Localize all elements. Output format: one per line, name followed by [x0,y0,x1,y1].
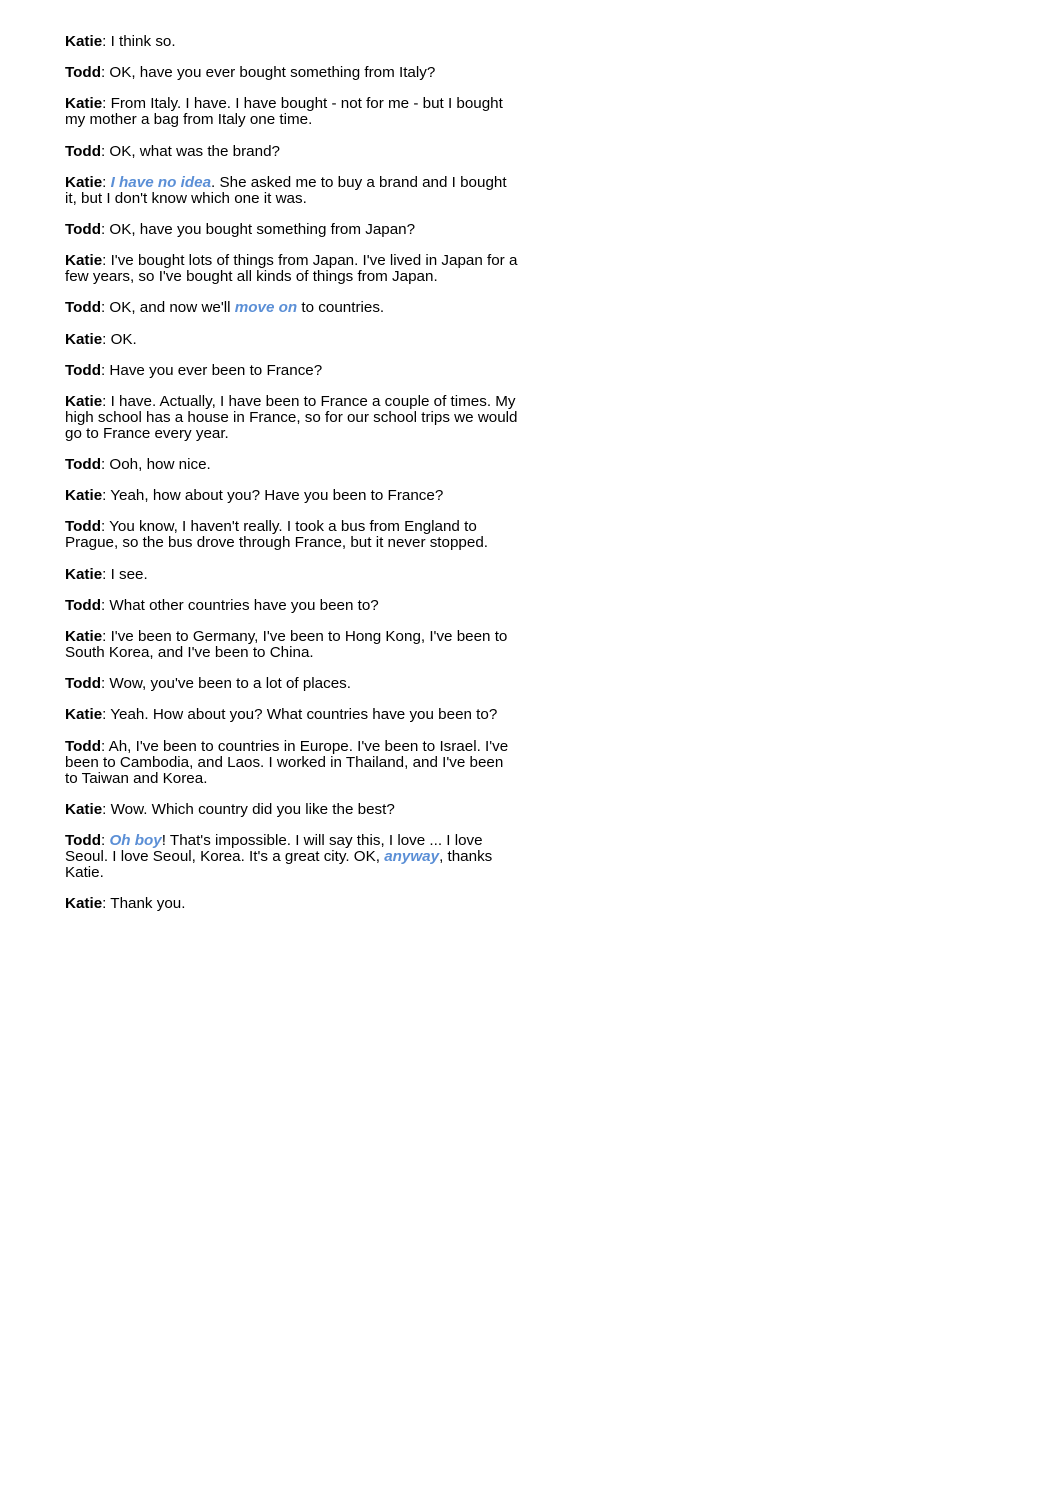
speaker-name: Todd [65,675,101,693]
dialogue-text: : Thank you. [102,895,186,913]
dialogue-line [65,629,520,661]
speaker-name: Katie [65,95,103,113]
dialogue-text: : OK, and now we'll [100,299,235,317]
speaker-name: Todd [65,518,101,536]
speaker-name: Todd [65,596,101,614]
dialogue-line [65,739,520,787]
dialogue-text: : [100,831,110,849]
speaker-name: Katie [65,487,103,505]
speaker-name: Katie [65,565,103,583]
dialogue-line [65,65,520,81]
dialogue-text: : Wow, you've been to a lot of places. [100,675,351,693]
speaker-name: Todd [65,456,101,474]
dialogue-line [65,332,520,348]
dialogue-text: : OK. [102,330,137,348]
dialogue-text: : [102,173,111,191]
dialogue-line [65,833,520,881]
dialogue-line [65,34,520,50]
speaker-name: Katie [65,706,103,724]
speaker-name: Todd [65,220,101,238]
dialogue-line [65,144,520,160]
dialogue-text: : I see. [102,565,148,583]
dialogue-line [65,96,520,128]
dialogue-line [65,394,520,442]
dialogue-line [65,457,520,473]
speaker-name: Todd [65,299,101,317]
dialogue-text: : OK, have you bought something from Japan? [100,220,416,238]
dialogue-line [65,222,520,238]
dialogue-text: : Ooh, how nice. [100,456,211,474]
speaker-name: Katie [65,330,103,348]
dialogue-text: to countries. [297,299,385,317]
dialogue-line [65,802,520,818]
dialogue-line [65,363,520,379]
dialogue-text: ! That's impossible. I will say this, I love ... I love Seoul. I love Seoul, Korea. It's a great city. OK, [65,831,483,865]
dialogue-line [65,598,520,614]
dialogue-text: : I have. Actually, I have been to France a couple of times. My high school has a house in France, so for our school trips we would go to France every year. [65,392,518,442]
dialogue-text: : OK, what was the brand? [100,142,280,160]
dialogue-line [65,488,520,504]
dialogue-text: : Have you ever been to France? [100,361,323,379]
dialogue-line [65,676,520,692]
dialogue-line [65,519,520,551]
speaker-name: Katie [65,895,103,913]
speaker-name: Todd [65,831,101,849]
dialogue-text: : I think so. [102,33,176,50]
dialogue-text: : Ah, I've been to countries in Europe. I've been to Israel. I've been to Cambodia, and Laos. I worked in Thailand, and I've been to Taiwan and Korea. [65,737,509,787]
speaker-name: Todd [65,737,101,755]
speaker-name: Katie [65,800,103,818]
speaker-name: Katie [65,173,103,191]
dialogue-line [65,300,520,316]
dialogue-text: : You know, I haven't really. I took a bus from England to Prague, so the bus drove through France, but it never stopped. [65,518,488,552]
dialogue-line [65,175,520,207]
dialogue-text: : OK, have you ever bought something from Italy? [100,64,436,82]
speaker-name: Katie [65,33,103,50]
dialogue-line [65,707,520,723]
dialogue-text: : Yeah, how about you? Have you been to France? [102,487,444,505]
vocabulary-link[interactable]: move on [234,299,298,317]
dialogue-text: , thanks Katie. [65,847,493,881]
dialogue-line [65,253,520,285]
vocabulary-link[interactable]: Oh boy [109,831,162,849]
dialogue-text: : I've been to Germany, I've been to Hong Kong, I've been to South Korea, and I've been to China. [65,628,508,661]
dialogue-text: : What other countries have you been to? [100,596,379,614]
dialogue-text: : Yeah. How about you? What countries have you been to? [102,706,498,724]
speaker-name: Todd [65,361,101,379]
dialogue-text: : I've bought lots of things from Japan. I've lived in Japan for a few years, so I've bought all kinds of things from Japan. [65,252,518,286]
speaker-name: Todd [65,64,101,82]
dialogue-text: : Wow. Which country did you like the best? [102,800,395,818]
vocabulary-link[interactable]: anyway [384,847,440,865]
dialogue-transcript [65,34,520,927]
speaker-name: Katie [65,252,103,270]
dialogue-line [65,896,520,912]
speaker-name: Katie [65,392,103,410]
dialogue-text: : From Italy. I have. I have bought - not for me - but I bought my mother a bag from Italy one time. [65,95,503,129]
dialogue-line [65,567,520,583]
speaker-name: Todd [65,142,101,160]
speaker-name: Katie [65,628,103,645]
vocabulary-link[interactable]: I have no idea [110,173,212,191]
dialogue-text: . She asked me to buy a brand and I bought it, but I don't know which one it was. [65,173,507,207]
